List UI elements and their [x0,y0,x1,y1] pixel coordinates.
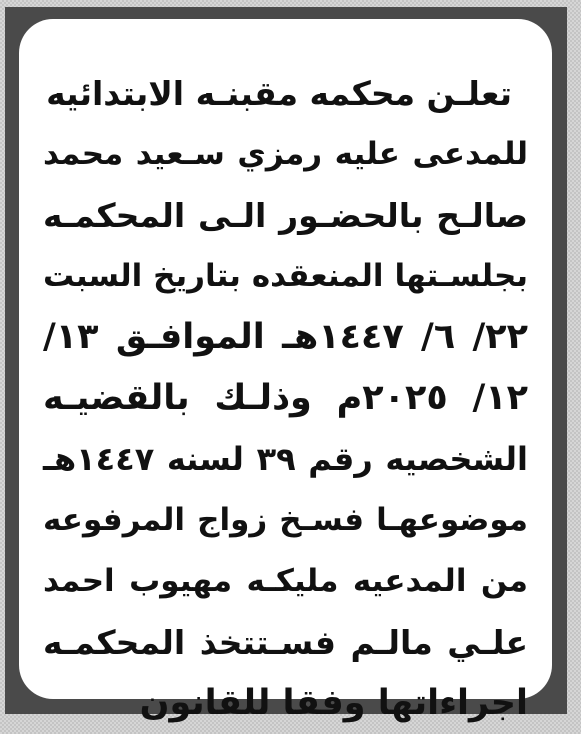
notice-border [5,7,567,723]
notice-line-4: بجلسـتها المنعقده بتاريخ السبت [43,258,528,294]
notice-line-1: تعلـن محكمه مقبنـه الابتدائيه [46,74,512,113]
notice-line-2: للمدعى عليه رمزي سـعيد محمد [43,136,528,172]
court-notice-text [43,63,528,734]
notice-line-6: ١٢/ ٢٠٢٥م وذلـك بالقضيـه [43,378,528,418]
notice-line-3: صالـح بالحضـور الـى المحكمـه [43,196,528,235]
notice-line-11: اجراءاتها وفقا للقانون [139,683,528,723]
notice-line-8: موضوعهـا فسـخ زواج المرفوعه [43,502,528,538]
notice-line-9: من المدعيه مليكـه مهيوب احمد [43,563,528,599]
notice-line-10: علـي مالـم فسـتتخذ المحكمـه [43,623,528,662]
notice-line-7: الشخصيه رقم ٣٩ لسنه ١٤٤٧هـ [43,440,528,478]
notice-line-5: ٢٢/ ٦/ ١٤٤٧هـ الموافـق ١٣/ [43,317,529,357]
notice-card [19,19,552,723]
